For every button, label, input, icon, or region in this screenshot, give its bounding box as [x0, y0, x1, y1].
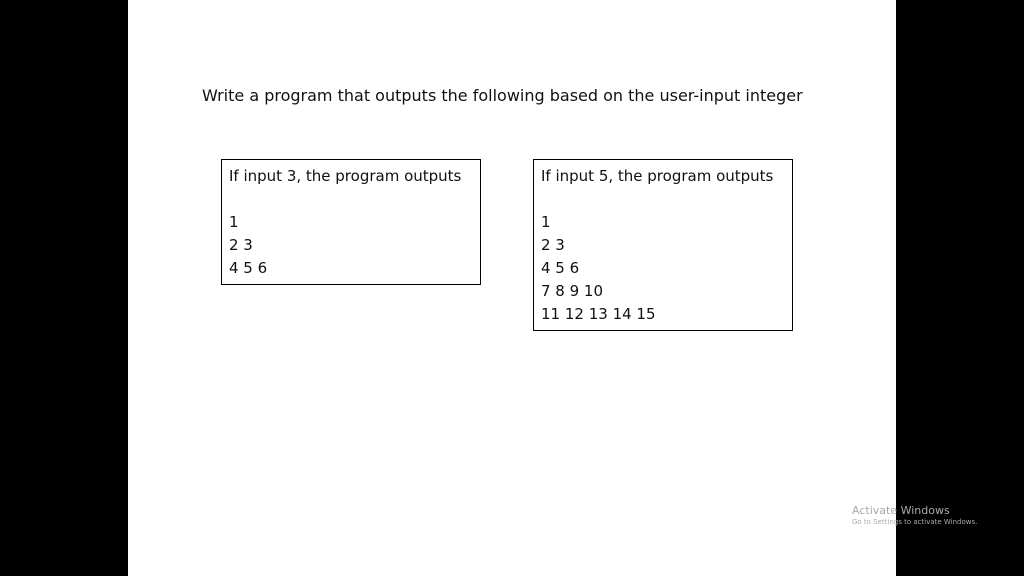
output-line: 2 3 [229, 236, 253, 254]
example-heading: If input 5, the program outputs [541, 167, 774, 185]
output-line: 7 8 9 10 [541, 282, 604, 300]
watermark-subtitle: Go to Settings to activate Windows. [852, 518, 978, 526]
example-box-input-3 [221, 159, 481, 285]
output-line: 1 [229, 213, 239, 231]
watermark-title: Activate Windows [852, 504, 950, 517]
output-line: 2 3 [541, 236, 565, 254]
output-line: 4 5 6 [229, 259, 268, 277]
example-heading: If input 3, the program outputs [229, 167, 462, 185]
output-line: 4 5 6 [541, 259, 580, 277]
output-line: 1 [541, 213, 551, 231]
activate-windows-watermark [852, 504, 977, 527]
output-line: 11 12 13 14 15 [541, 305, 656, 323]
slide-canvas [128, 0, 896, 576]
slide-title: Write a program that outputs the following based on the user-input integer [202, 86, 803, 105]
example-box-input-5 [533, 159, 793, 331]
